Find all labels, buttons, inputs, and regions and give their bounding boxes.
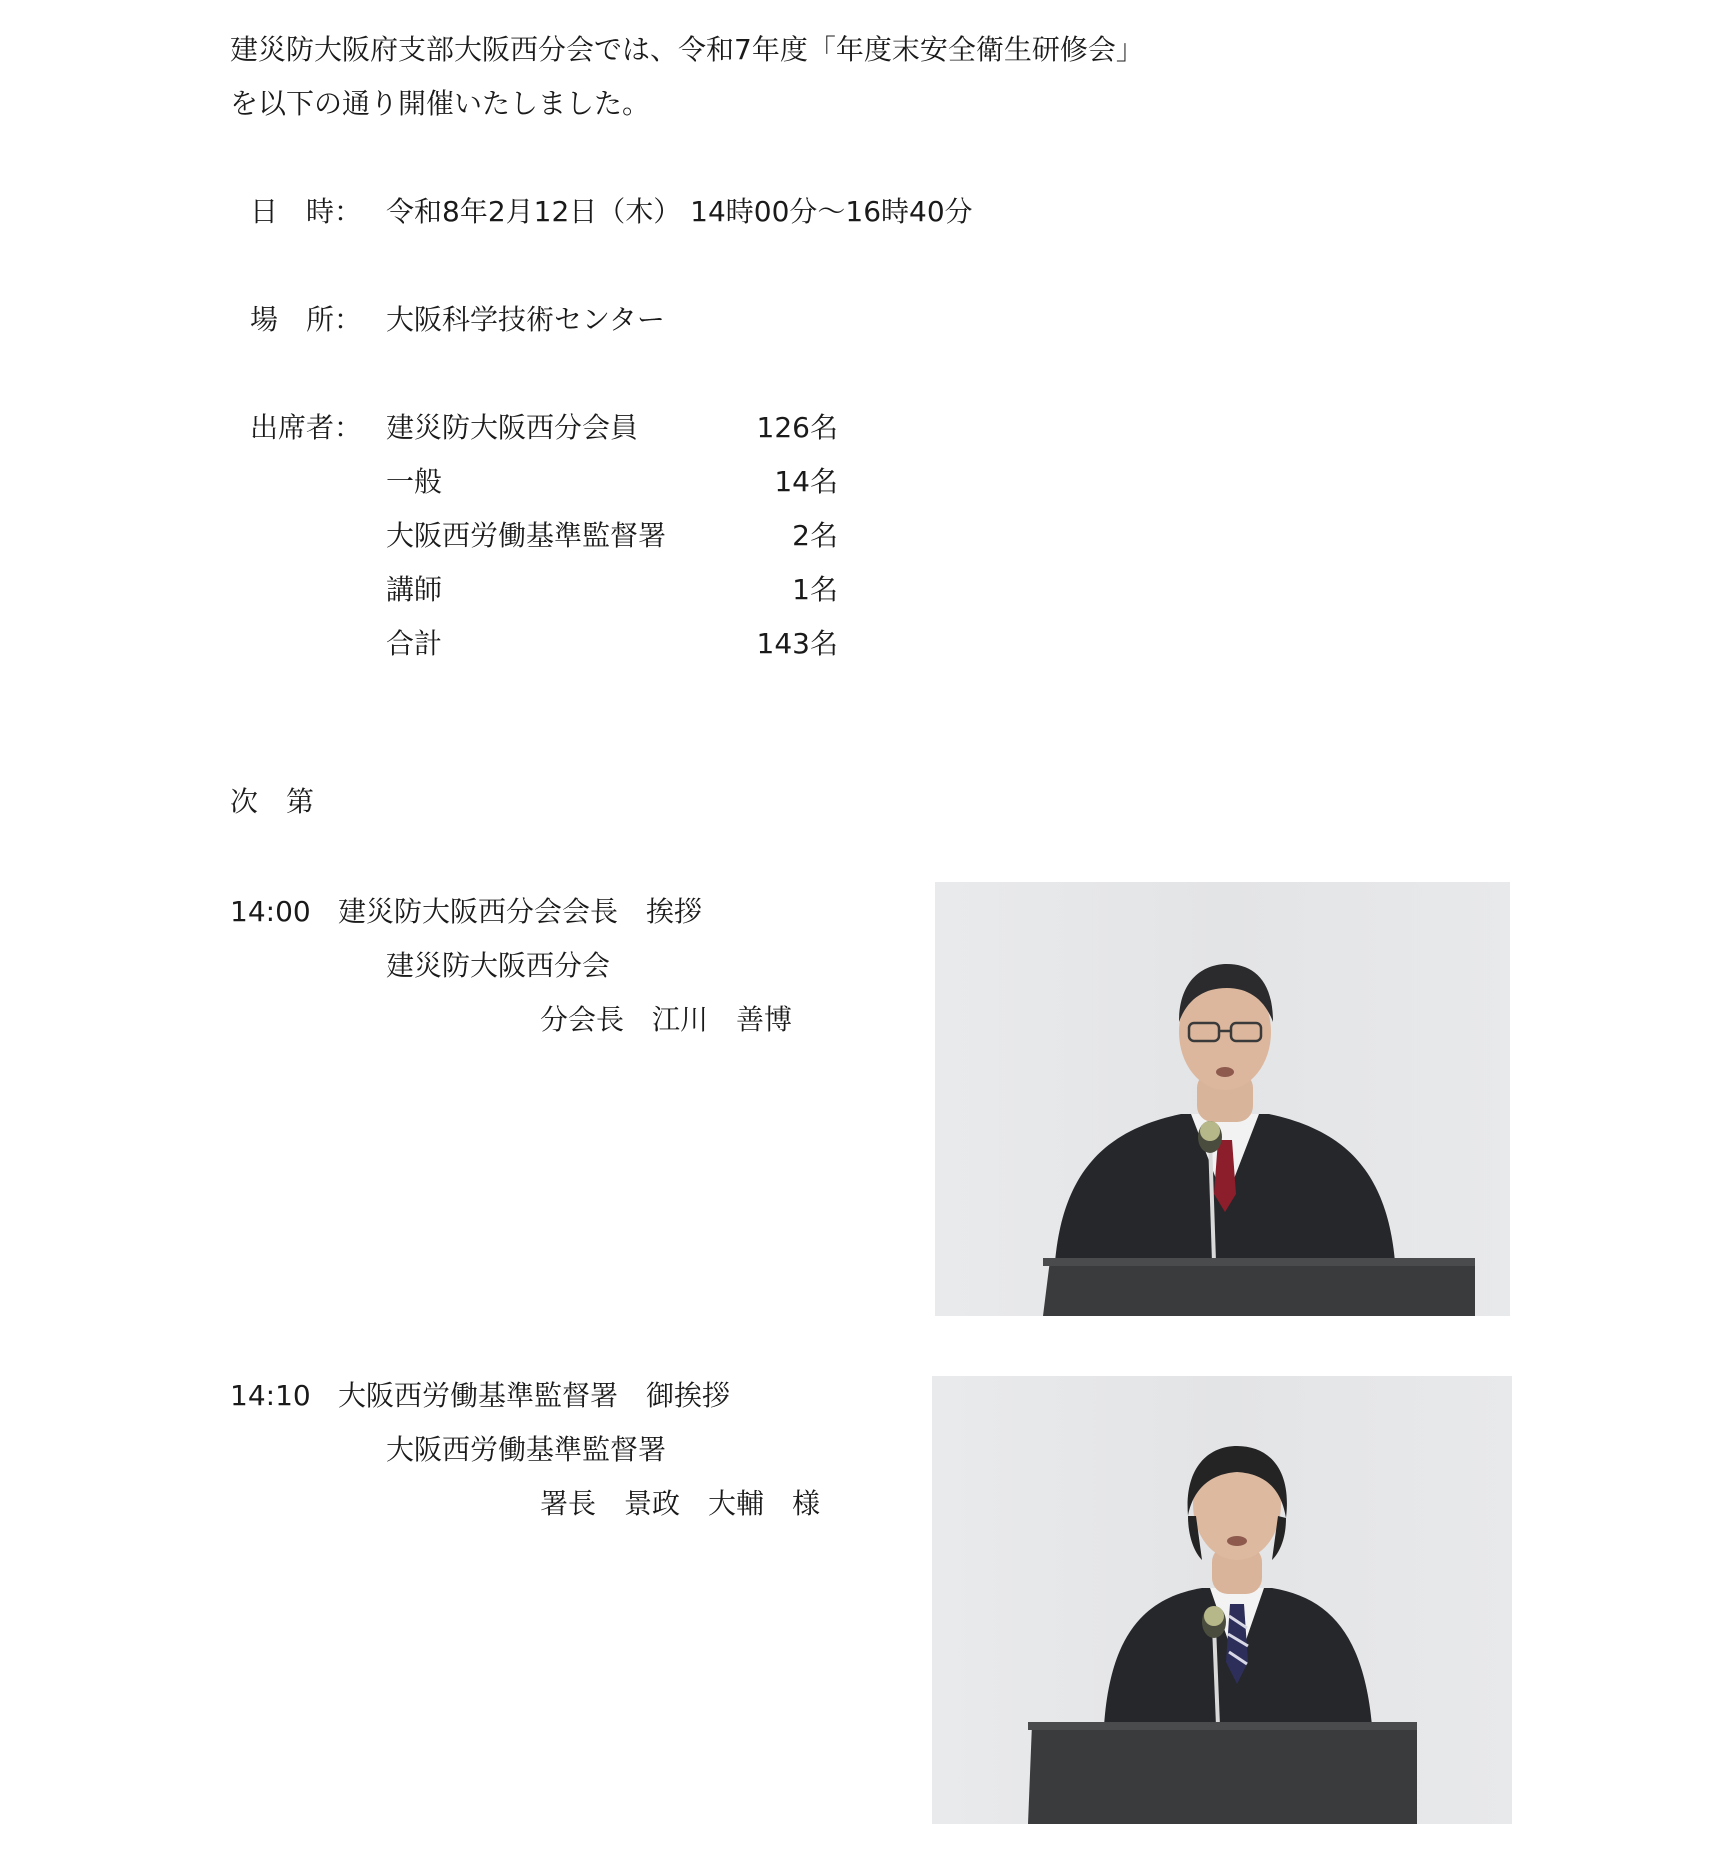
program-heading: 次 第: [230, 785, 315, 818]
attendee-name: 建災防大阪西分会員: [386, 411, 639, 444]
datetime-label: 日 時：: [250, 195, 363, 228]
attendees-label: 出席者：: [250, 411, 363, 444]
program-item-person: 署長 景政 大輔 様: [540, 1487, 821, 1520]
attendee-total-count: 143名: [756, 627, 838, 660]
program-item-person: 分会長 江川 善博: [540, 1003, 793, 1036]
program-item-org: 建災防大阪西分会: [386, 949, 611, 982]
intro-line-2: を以下の通り開催いたしました。: [230, 87, 651, 120]
place-value: 大阪科学技術センター: [386, 303, 665, 336]
intro-line-1: 建災防大阪府支部大阪西分会では、令和7年度「年度末安全衛生研修会」: [230, 33, 1144, 66]
attendee-total-label: 合計: [386, 627, 443, 660]
attendee-name: 一般: [386, 465, 443, 498]
program-item-title: 大阪西労働基準監督署 御挨拶: [338, 1379, 731, 1412]
attendee-name: 大阪西労働基準監督署: [386, 519, 667, 552]
place-label: 場 所：: [250, 303, 363, 336]
attendee-count: 2名: [792, 519, 838, 552]
attendee-name: 講師: [386, 573, 443, 606]
attendee-count: 14名: [774, 465, 838, 498]
speaker-photo-2: [932, 1376, 1512, 1824]
program-item-org: 大阪西労働基準監督署: [386, 1433, 667, 1466]
speaker-photo-1: [935, 882, 1510, 1316]
attendee-count: 1名: [792, 573, 838, 606]
program-item-time: 14:10: [230, 1379, 311, 1412]
program-item-time: 14:00: [230, 895, 311, 928]
datetime-value: 令和8年2月12日（木） 14時00分～16時40分: [386, 195, 973, 228]
program-item-title: 建災防大阪西分会会長 挨拶: [338, 895, 703, 928]
attendee-count: 126名: [756, 411, 838, 444]
